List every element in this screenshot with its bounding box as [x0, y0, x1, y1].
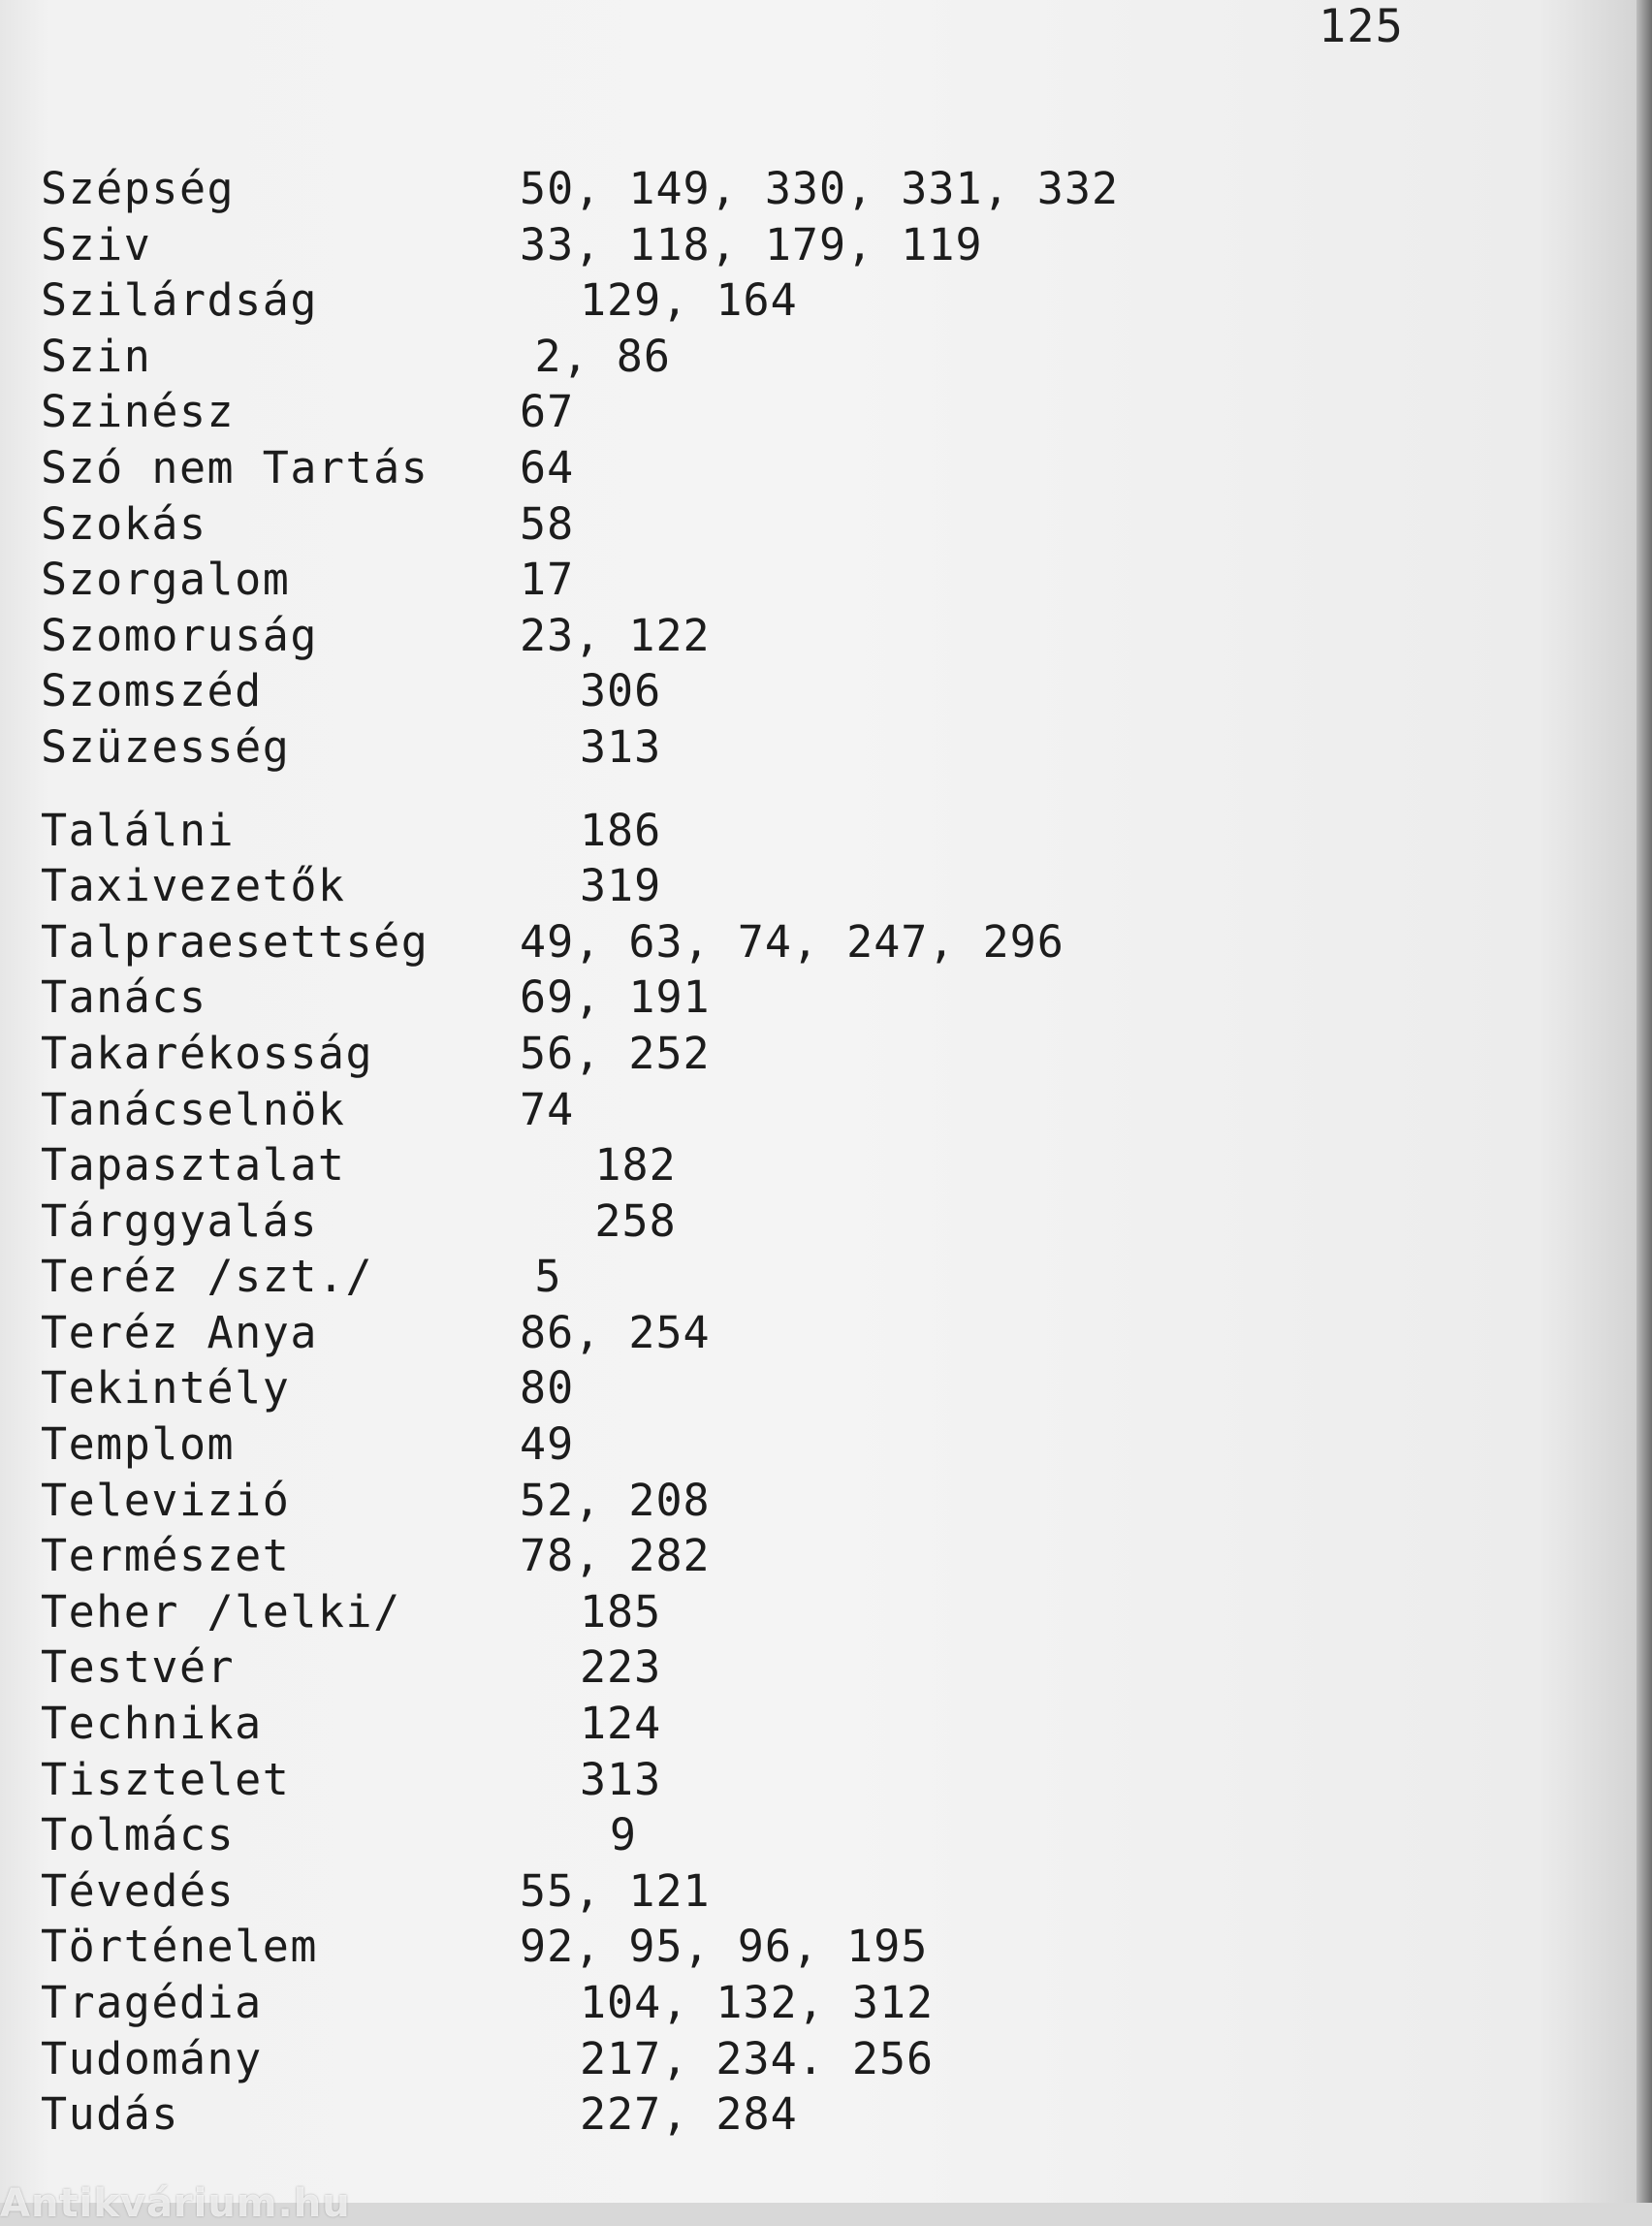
index-pages: 58 [520, 497, 575, 550]
index-entry [41, 329, 1243, 385]
index-pages: 9 [609, 1809, 637, 1861]
index-pages: 319 [579, 860, 662, 912]
index-entry [41, 608, 1243, 664]
index-entry [41, 1919, 1243, 1975]
index-term: Természet [41, 1530, 291, 1582]
index-entry [41, 272, 1243, 329]
index-term: Takarékosság [41, 1027, 374, 1079]
index-entry [41, 1026, 1243, 1082]
index-pages: 217, 234. 256 [579, 2032, 935, 2084]
index-entry [41, 663, 1243, 719]
index-term: Tragédia [41, 1977, 263, 2028]
index-term: Teréz /szt./ [41, 1251, 374, 1303]
index-term: Tanács [41, 971, 207, 1024]
index-term: Szépség [41, 163, 236, 214]
index-pages: 185 [579, 1585, 662, 1638]
index-entry [41, 384, 1243, 440]
index-term: Sziv [41, 218, 152, 270]
index-entry [41, 1975, 1243, 2031]
index-pages: 313 [579, 720, 662, 773]
index-pages: 227, 284 [579, 2088, 798, 2141]
index-pages: 69, 191 [520, 971, 711, 1024]
index-entry [41, 1473, 1243, 1529]
index-pages: 78, 282 [520, 1530, 711, 1582]
index-pages: 258 [594, 1194, 677, 1247]
index-entry [41, 440, 1243, 496]
index-pages: 306 [579, 665, 662, 717]
index-entry [41, 1305, 1243, 1361]
index-term: Taxivezetők [41, 860, 346, 912]
index-term: Történelem [41, 1921, 318, 1973]
index-entry [41, 970, 1243, 1026]
index-pages: 223 [579, 1641, 662, 1694]
index-entry [41, 1752, 1243, 1808]
index-term: Tisztelet [41, 1753, 291, 1805]
index-pages: 49, 63, 74, 247, 296 [520, 915, 1064, 968]
index-pages: 64 [520, 441, 575, 493]
index-entry [41, 2086, 1243, 2143]
index-list [41, 161, 1243, 2143]
index-entry [41, 1639, 1243, 1696]
index-entry [41, 1863, 1243, 1920]
index-term: Tudás [41, 2088, 179, 2141]
index-pages: 74 [520, 1083, 575, 1135]
index-entry [41, 858, 1243, 914]
index-pages: 67 [520, 386, 575, 438]
index-term: Szomoruság [41, 609, 318, 661]
index-pages: 186 [579, 804, 662, 856]
index-entry [41, 161, 1243, 217]
index-term: Szüzesség [41, 720, 291, 773]
watermark: Antikvárium.hu [0, 2181, 351, 2226]
index-entry [41, 1137, 1243, 1193]
index-pages: 182 [594, 1139, 677, 1192]
index-entry [41, 1807, 1243, 1863]
index-pages: 23, 122 [520, 609, 711, 661]
index-pages: 313 [579, 1753, 662, 1805]
index-entry [41, 1696, 1243, 1752]
index-term: Templom [41, 1418, 236, 1471]
index-term: Tolmács [41, 1809, 236, 1861]
index-pages: 92, 95, 96, 195 [520, 1921, 929, 1973]
index-term: Tárggyalás [41, 1194, 318, 1247]
index-pages: 55, 121 [520, 1864, 711, 1917]
index-pages: 50, 149, 330, 331, 332 [520, 163, 1120, 214]
index-entry [41, 1082, 1243, 1138]
index-term: Szó nem Tartás [41, 441, 429, 493]
index-term: Szomszéd [41, 665, 263, 717]
index-pages: 2, 86 [534, 330, 671, 382]
index-entry [41, 552, 1243, 608]
index-entry [41, 719, 1243, 776]
index-term: Tekintély [41, 1362, 291, 1415]
page-number: 125 [1318, 0, 1404, 53]
page-edge [1636, 0, 1652, 2203]
index-term: Szilárdság [41, 274, 318, 327]
index-entry [41, 1416, 1243, 1473]
index-pages: 52, 208 [520, 1474, 711, 1526]
index-pages: 17 [520, 554, 575, 606]
index-entry [41, 914, 1243, 970]
index-term: Tanácselnök [41, 1083, 346, 1135]
index-entry [41, 496, 1243, 553]
index-term: Szin [41, 330, 152, 382]
index-term: Szorgalom [41, 554, 291, 606]
index-term: Technika [41, 1698, 263, 1750]
index-pages: 56, 252 [520, 1027, 711, 1079]
index-pages: 33, 118, 179, 119 [520, 218, 983, 270]
index-term: Tudomány [41, 2032, 263, 2084]
index-entry [41, 1528, 1243, 1584]
index-term: Szokás [41, 497, 207, 550]
index-pages: 49 [520, 1418, 575, 1471]
index-entry [41, 217, 1243, 273]
index-entry [41, 1249, 1243, 1305]
index-term: Szinész [41, 386, 236, 438]
index-entry [41, 1360, 1243, 1416]
index-pages: 80 [520, 1362, 575, 1415]
index-term: Teréz Anya [41, 1306, 318, 1358]
index-term: Tapasztalat [41, 1139, 346, 1192]
index-term: Televizió [41, 1474, 291, 1526]
index-pages: 104, 132, 312 [579, 1977, 935, 2028]
index-pages: 5 [534, 1251, 562, 1303]
index-term: Tévedés [41, 1864, 236, 1917]
index-pages: 124 [579, 1698, 662, 1750]
index-term: Találni [41, 804, 236, 856]
index-term: Testvér [41, 1641, 236, 1694]
index-entry [41, 1584, 1243, 1640]
index-term: Talpraesettség [41, 915, 429, 968]
index-pages: 86, 254 [520, 1306, 711, 1358]
index-pages: 129, 164 [579, 274, 798, 327]
index-entry [41, 2031, 1243, 2087]
index-term: Teher /lelki/ [41, 1585, 401, 1638]
index-entry [41, 803, 1243, 859]
index-entry [41, 1193, 1243, 1250]
